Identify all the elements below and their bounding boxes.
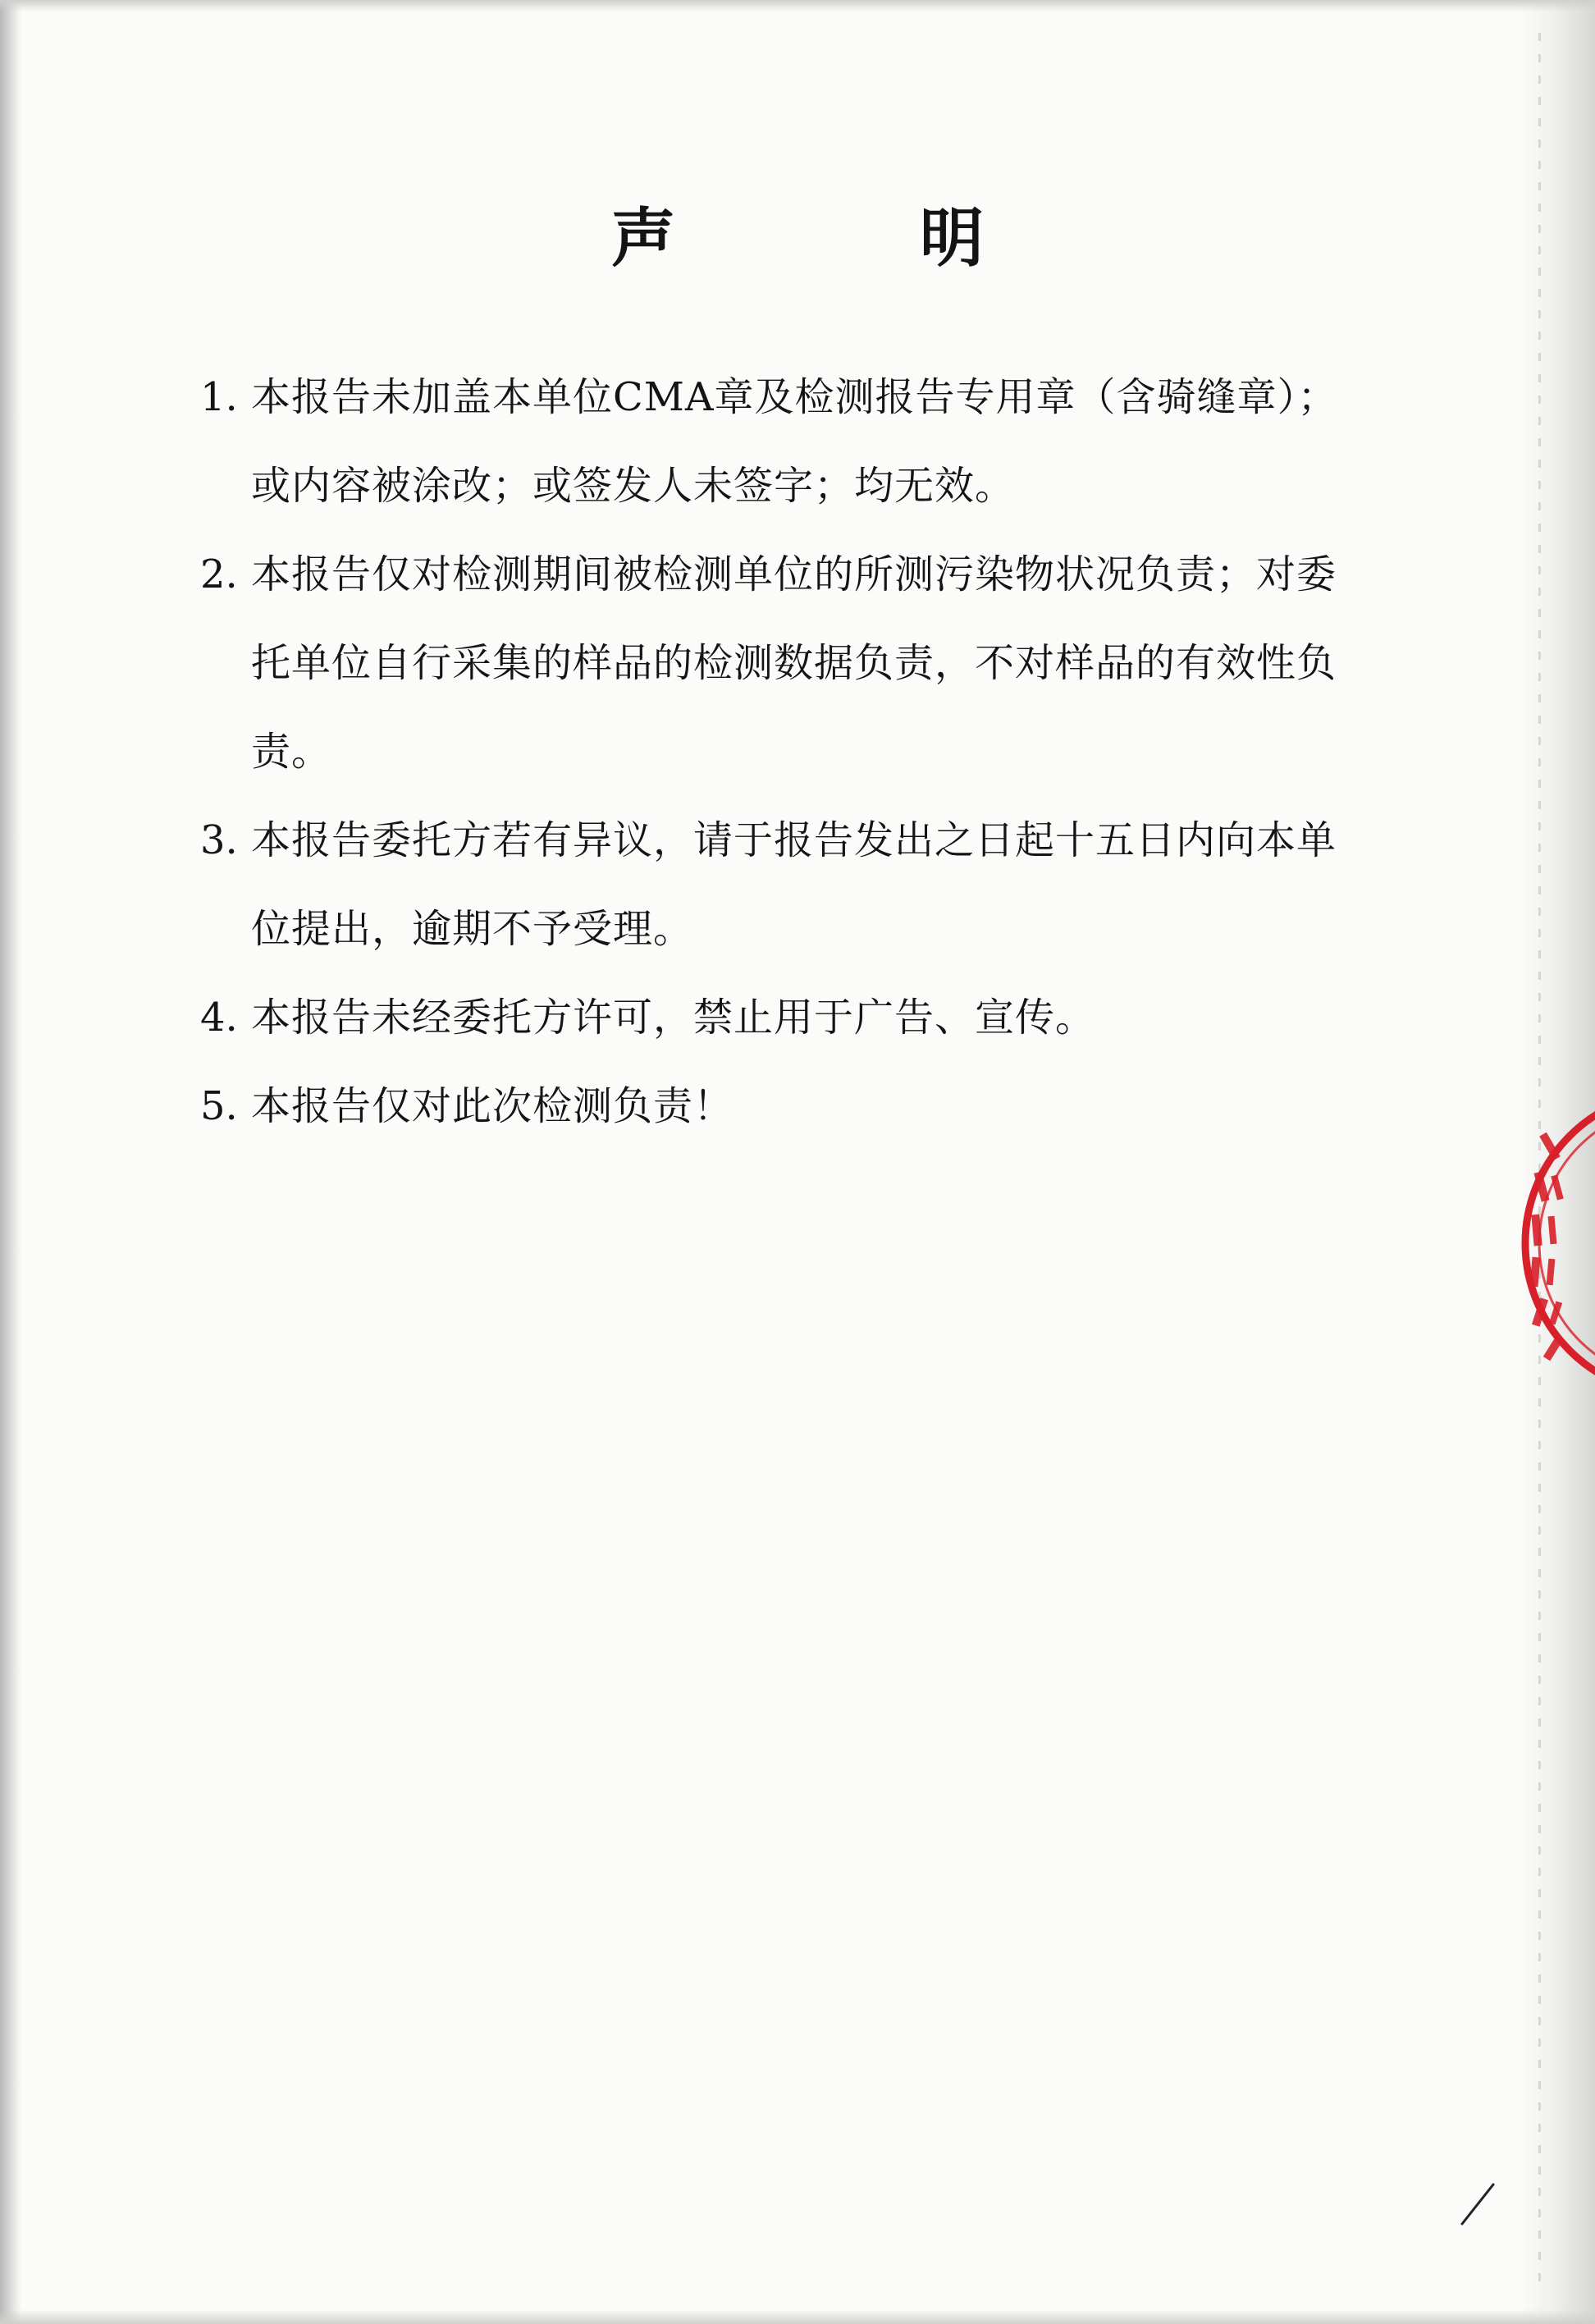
statement-number: 4.	[200, 995, 238, 1041]
statement-item	[200, 353, 1341, 530]
statement-text: 本报告未加盖本单位CMA章及检测报告专用章（含骑缝章）；或内容被涂改；或签发人未签字；均无效。	[251, 374, 1338, 509]
statement-number: 5.	[200, 1083, 238, 1129]
statement-text: 本报告未经委托方许可，禁止用于广告、宣传。	[251, 995, 1096, 1041]
statement-text: 本报告仅对此次检测负责！	[251, 1083, 734, 1129]
statement-number: 1.	[200, 374, 238, 420]
page-title: 声 明	[610, 201, 1074, 276]
statement-item	[200, 530, 1341, 796]
statement-item	[200, 796, 1341, 973]
scan-edge-top	[0, 0, 1595, 11]
scan-edge-left	[0, 0, 21, 2324]
statement-number: 3.	[200, 817, 238, 863]
scan-edge-bottom	[0, 2309, 1595, 2324]
statement-text: 本报告委托方若有异议，请于报告发出之日起十五日内向本单位提出，逾期不予受理。	[251, 817, 1337, 952]
statement-number: 2.	[200, 551, 238, 597]
statement-item	[200, 1062, 1341, 1151]
partial-seal-stamp	[1513, 1075, 1595, 1411]
pen-stroke-mark	[1457, 2180, 1498, 2229]
statement-text: 本报告仅对检测期间被检测单位的所测污染物状况负责；对委托单位自行采集的样品的检测数据负责，不对样品的有效性负责。	[251, 551, 1337, 775]
statement-item	[200, 973, 1341, 1062]
statement-list	[200, 353, 1341, 1151]
